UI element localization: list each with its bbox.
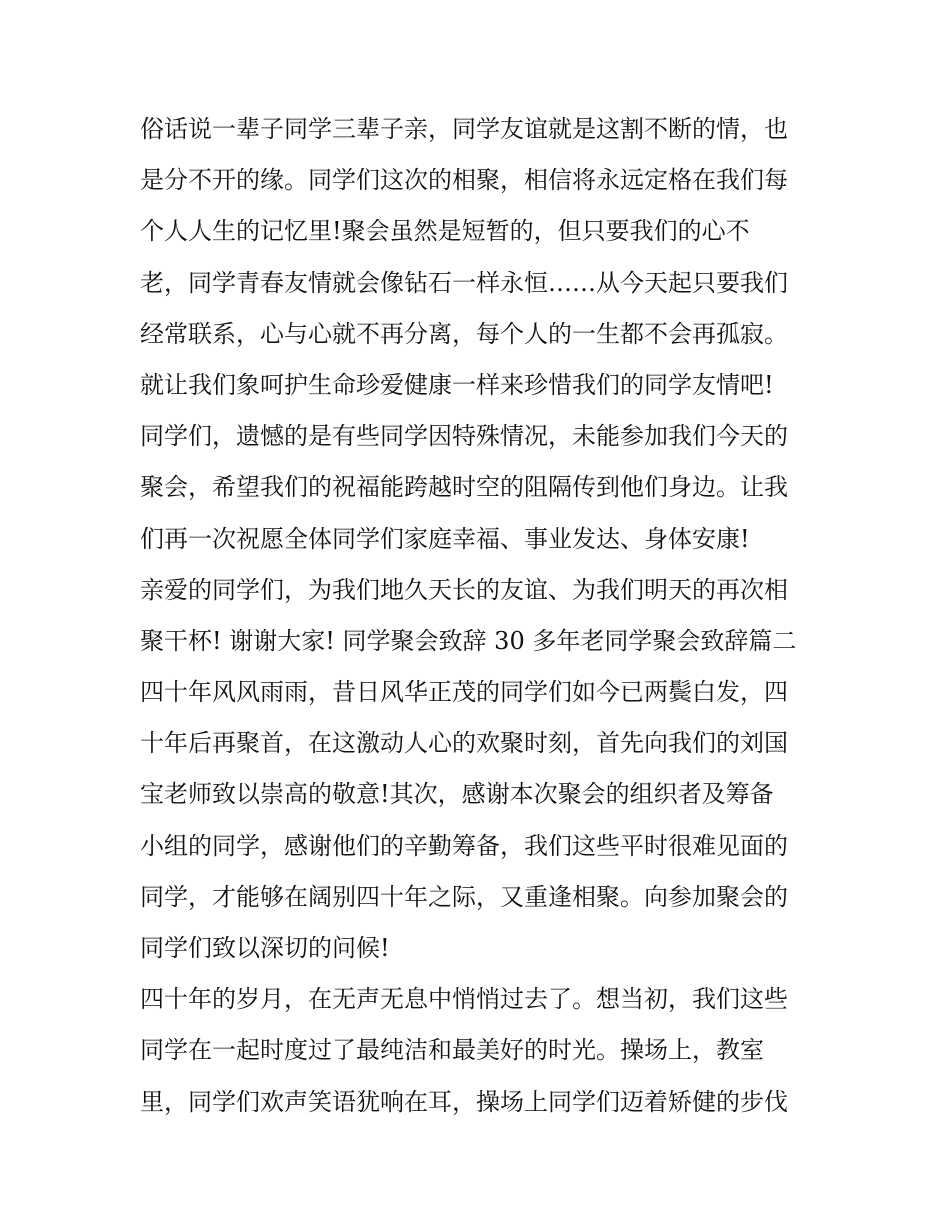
text-line: 同学在一起时度过了最纯洁和最美好的时光。操场上，教室 [140,1036,764,1065]
text-line: 里，同学们欢声笑语犹响在耳，操场上同学们迈着矫健的步伐 [140,1087,788,1116]
text-line: 是分不开的缘。同学们这次的相聚，相信将永远定格在我们每 [140,166,788,195]
text-line: 个人人生的记忆里!聚会虽然是短暂的，但只要我们的心不 [140,217,750,246]
text-line: 老，同学青春友情就会像钻石一样永恒……从今天起只要我们 [140,268,788,297]
text-line: 四十年的岁月，在无声无息中悄悄过去了。想当初，我们这些 [140,985,788,1014]
text-line: 聚干杯! 谢谢大家! 同学聚会致辞 30 多年老同学聚会致辞篇二 [140,626,797,655]
text-line: 就让我们象呵护生命珍爱健康一样来珍惜我们的同学友情吧! [140,370,774,399]
text-line: 们再一次祝愿全体同学们家庭幸福、事业发达、身体安康! [140,524,750,553]
text-line: 四十年风风雨雨，昔日风华正茂的同学们如今已两鬓白发，四 [140,678,788,707]
text-line: 俗话说一辈子同学三辈子亲，同学友谊就是这割不断的情，也 [140,115,788,143]
text-line: 聚会，希望我们的祝福能跨越时空的阻隔传到他们身边。让我 [140,473,788,502]
text-line: 经常联系，心与心就不再分离，每个人的一生都不会再孤寂。 [140,319,788,348]
text-line: 同学，才能够在阔别四十年之际，又重逢相聚。向参加聚会的 [140,882,788,911]
text-line: 宝老师致以崇高的敬意!其次，感谢本次聚会的组织者及筹备 [140,780,774,809]
text-line: 小组的同学，感谢他们的辛勤筹备，我们这些平时很难见面的 [140,831,788,860]
text-line: 同学们，遗憾的是有些同学因特殊情况，未能参加我们今天的 [140,422,788,451]
document-body [140,104,820,1128]
text-line: 十年后再聚首，在这激动人心的欢聚时刻，首先向我们的刘国 [140,729,788,758]
text-line: 同学们致以深切的问候! [140,934,390,962]
text-line: 亲爱的同学们，为我们地久天长的友谊、为我们明天的再次相 [140,575,788,604]
